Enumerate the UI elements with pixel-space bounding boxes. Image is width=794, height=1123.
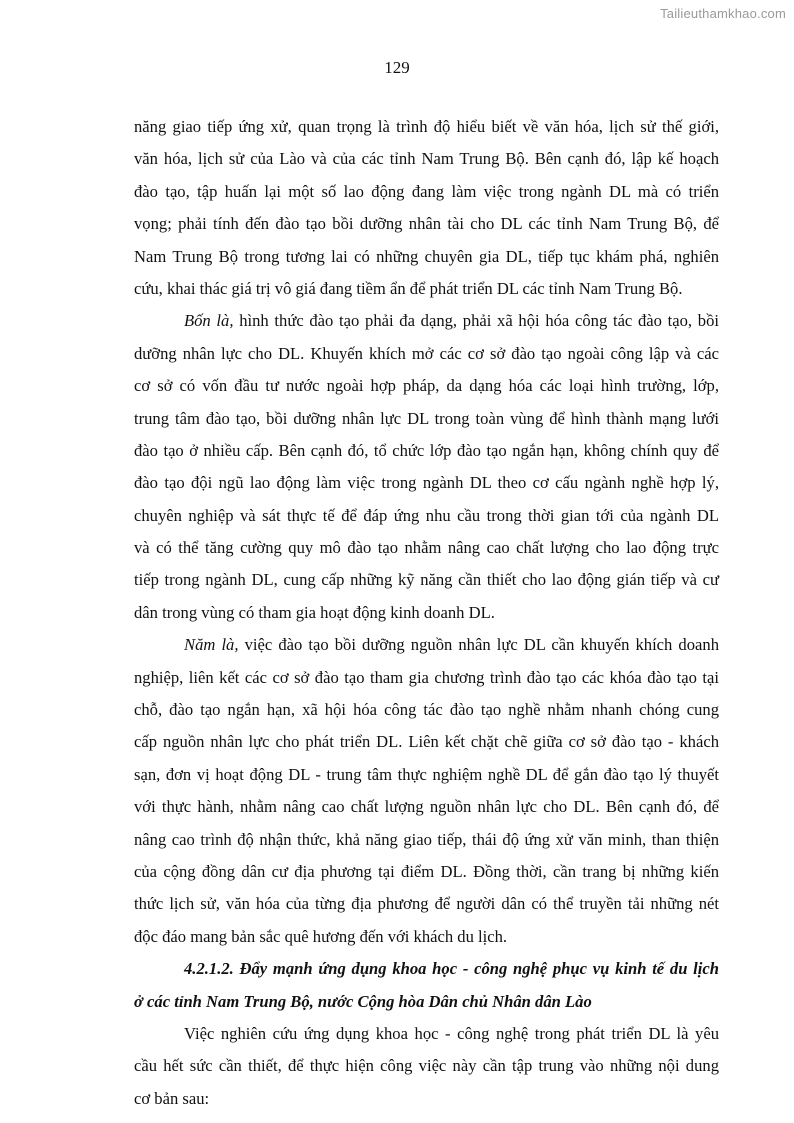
text-line: năng giao tiếp ứng xử, quan trọng là trình độ hiểu biết về văn hóa, lịch sử thế giới, [134, 117, 719, 136]
paragraph-bon-la [134, 305, 719, 337]
text-line: cấp nguồn nhân lực cho phát triển DL. Liên kết chặt chẽ giữa cơ sở đào tạo - khách [134, 732, 719, 752]
text-line: chỗ, đào tạo ngắn hạn, xã hội hóa công tác đào tạo nghề nhằm nhanh chóng cung [134, 700, 719, 720]
text-line: sạn, đơn vị hoạt động DL - trung tâm thực nghiệm nghề DL để gắn đào tạo lý thuyết [134, 764, 719, 784]
text-line: tiếp trong ngành DL, cung cấp những kỹ năng cần thiết cho lao động gián tiếp và cư [134, 570, 719, 590]
text-line: cứu, khai thác giá trị vô giá đang tiềm ẩn để phát triển DL các tỉnh Nam Trung Bộ. [134, 278, 683, 298]
text-line: vọng; phải tính đến đào tạo bồi dưỡng nhân tài cho DL các tỉnh Nam Trung Bộ, để [134, 214, 719, 234]
text-line: Việc nghiên cứu ứng dụng khoa học - công nghệ trong phát triển DL là yêu [184, 1023, 719, 1043]
text-line: cơ bản sau: [134, 1088, 210, 1108]
text-line: nâng cao trình độ nhận thức, khả năng giao tiếp, thái độ ứng xử văn minh, than thiện [134, 829, 719, 849]
text-line: văn hóa, lịch sử của Lào và của các tỉnh Nam Trung Bộ. Bên cạnh đó, lập kế hoạch [134, 149, 719, 169]
text-line: dân trong vùng có tham gia hoạt động kinh doanh DL. [134, 602, 495, 622]
watermark: Tailieuthamkhao.com [660, 6, 786, 21]
text-line: chuyên nghiệp và sát thực tế để đáp ứng nhu cầu trong thời gian tới của ngành DL [134, 505, 719, 525]
text-line: với thực hành, nhằm nâng cao chất lượng nguồn nhân lực cho DL. Bên cạnh đó, để [134, 797, 719, 817]
paragraph-nam-la [134, 629, 719, 661]
text-line: thức lịch sử, văn hóa của từng địa phương để người dân có thể truyền tải những nét [134, 894, 719, 914]
body-text [134, 111, 719, 1115]
text-line: cầu hết sức cần thiết, để thực hiện công việc này cần tập trung vào những nội dung [134, 1056, 719, 1076]
text-line: đào tạo đội ngũ lao động làm việc trong ngành DL theo cơ cấu ngành nghề hợp lý, [134, 473, 719, 493]
paragraph-lead: Năm là, [184, 635, 239, 655]
paragraph-lead: Bốn là, [184, 311, 234, 331]
text-line: độc đáo mang bản sắc quê hương đến với khách du lịch. [134, 926, 508, 946]
text-line: dưỡng nhân lực cho DL. Khuyến khích mở các cơ sở đào tạo ngoài công lập và các [134, 343, 719, 363]
text-line: đào tạo, tập huấn lại một số lao động đang làm việc trong ngành DL mà có triển [134, 181, 719, 201]
text-line: đào tạo ở nhiều cấp. Bên cạnh đó, tổ chức lớp đào tạo ngắn hạn, không chính quy để [134, 440, 719, 460]
text-line: và có thể tăng cường quy mô đào tạo nhằm nâng cao chất lượng cho lao động trực [134, 538, 719, 558]
text-line: trung tâm đào tạo, bồi dưỡng nhân lực DL trong toàn vùng để hình thành mạng lưới [134, 408, 719, 428]
section-heading: 4.2.1.2. Đẩy mạnh ứng dụng khoa học - công nghệ phục vụ kinh tế du lịch [184, 959, 719, 979]
text-span: việc đào tạo bồi dưỡng nguồn nhân lực DL cần khuyến khích doanh [238, 635, 719, 655]
page-number: 129 [384, 58, 410, 77]
text-line: của cộng đồng dân cư địa phương tại điểm DL. Đồng thời, cần trang bị những kiến [134, 861, 719, 881]
text-line: cơ sở có vốn đầu tư nước ngoài hợp pháp, da dạng hóa các loại hình trường, lớp, [134, 376, 719, 396]
text-line: Nam Trung Bộ trong tương lai có những chuyên gia DL, tiếp tục khám phá, nghiên [134, 246, 719, 266]
section-heading: ở các tỉnh Nam Trung Bộ, nước Cộng hòa Dân chủ Nhân dân Lào [134, 991, 592, 1011]
text-span: hình thức đào tạo phải đa dạng, phải xã hội hóa công tác đào tạo, bồi [233, 311, 719, 331]
text-line: nghiệp, liên kết các cơ sở đào tạo tham gia chương trình đào tạo các khóa đào tạo tại [134, 667, 719, 687]
